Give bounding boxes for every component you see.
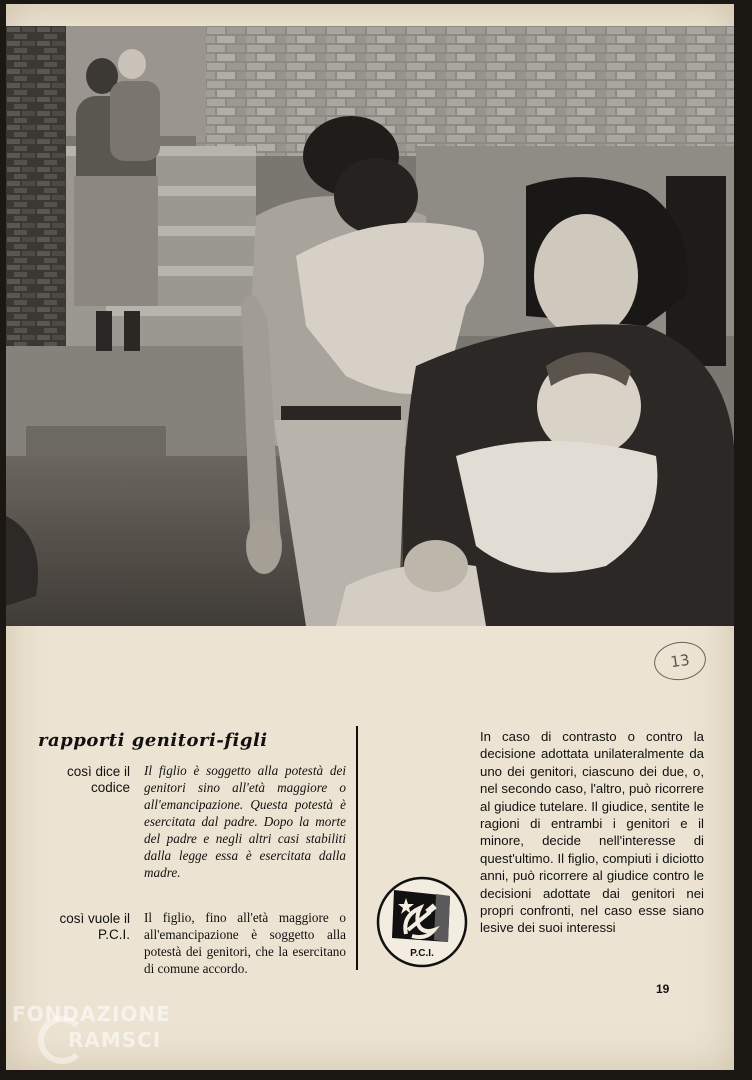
fondazione-gramsci-watermark	[12, 1000, 212, 1070]
pci-label: così vuole il P.C.I.	[59, 911, 130, 942]
handwritten-page-mark: 13	[652, 639, 709, 684]
watermark-line2: RAMSCI	[68, 1028, 162, 1052]
photo-families-courtyard	[6, 26, 734, 626]
code-text: Il figlio è soggetto alla potestà dei genitori sino all'età maggiore o all'emancipazione. Questa potestà è esercitata dal padre. Dopo la morte del padre e negli altri casi stabiliti dalla legge essa è esercitata dalla madre.	[144, 763, 346, 880]
watermark-line1: FONDAZIONE	[12, 1002, 171, 1026]
article-title: rapporti genitori-figli	[38, 730, 268, 751]
column-divider	[356, 726, 358, 970]
magazine-page	[6, 4, 734, 1070]
page-number: 19	[656, 982, 670, 996]
pci-emblem	[376, 876, 468, 968]
pci-text: Il figlio, fino all'età maggiore o all'emancipazione è soggetto alla potestà dei genitori, che la esercitano di comune accordo.	[144, 910, 346, 976]
right-column-text: In caso di contrasto o contro la decisione adottata unilateralmente da uno dei genitori, ciascuno dei due, o, nel secondo caso, l'altro, può ricorrere al giudice tutelare. Il giudice, sentite le ragioni di entrambi i genitori e il minore, decide nell'interesse di quest'ultimo. Il figlio, compiuti i diciotto anni, può ricorrere al giudice contro le decisioni adottate dai genitori nei propri confronti, nel caso esse siano lesive dei suoi interessi	[480, 729, 704, 936]
code-label: così dice il codice	[66, 764, 130, 795]
emblem-text: P.C.I.	[410, 948, 434, 959]
